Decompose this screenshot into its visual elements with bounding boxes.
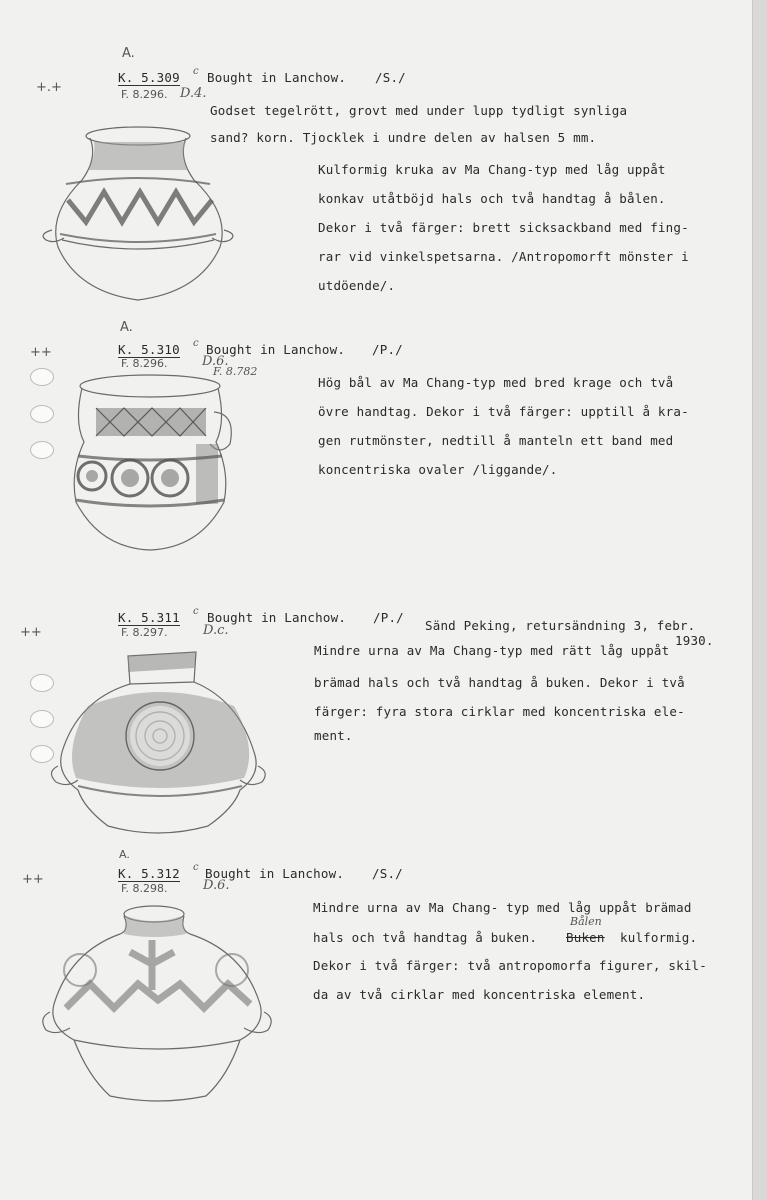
catalog-number: K. 5.311 xyxy=(118,610,180,625)
description-line: utdöende/. xyxy=(318,278,396,293)
class-mark: D.6. xyxy=(202,354,229,369)
margin-mark: ++ xyxy=(30,345,52,360)
pottery-drawing xyxy=(40,900,280,1110)
description-line: rar vid vinkelspetsarna. /Antropomorft mönster i xyxy=(318,249,689,264)
margin-mark: ++ xyxy=(22,872,44,887)
acquisition-source: Bought in Lanchow. xyxy=(207,70,347,85)
description-line: da av två cirklar med koncentriska element. xyxy=(313,987,646,1002)
description-line: Dekor i två färger: två antropomorfa figurer, skil- xyxy=(313,958,708,973)
catalog-number: K. 5.310 xyxy=(118,342,180,357)
description-line: Mindre urna av Ma Chang- typ med låg uppåt brämad xyxy=(313,900,692,915)
description-line: brämad hals och två handtag å buken. Dekor i två xyxy=(314,675,685,690)
class-mark: D.c. xyxy=(203,623,229,638)
description-line: sand? korn. Tjocklek i undre delen av halsen 5 mm. xyxy=(210,130,597,145)
pottery-drawing xyxy=(38,122,238,307)
binder-hole xyxy=(30,368,54,386)
number-mark: c xyxy=(193,338,199,349)
field-number: F. 8.297. xyxy=(121,626,168,639)
field-number: F. 8.296. xyxy=(121,357,168,370)
acquisition-source: Bought in Lanchow. xyxy=(206,342,346,357)
class-mark: D.4. xyxy=(180,86,207,101)
pottery-drawing xyxy=(48,648,273,843)
description-line: kulformig. xyxy=(620,930,698,945)
acquisition-source: Bought in Lanchow. xyxy=(207,610,347,625)
description-line: Godset tegelrött, grovt med under lupp tydligt synliga xyxy=(210,103,628,118)
description-line: hals och två handtag å buken. xyxy=(313,930,538,945)
number-mark: c xyxy=(193,66,199,77)
catalog-number: K. 5.312 xyxy=(118,866,180,881)
description-line: Kulformig kruka av Ma Chang-typ med låg uppåt xyxy=(318,162,666,177)
number-mark: c xyxy=(193,606,199,617)
margin-mark: +.+ xyxy=(36,80,62,95)
entry-prefix: A. xyxy=(122,46,135,61)
struck-word: Buken xyxy=(566,930,605,945)
margin-mark: ++ xyxy=(20,625,42,640)
binder-hole xyxy=(30,405,54,423)
pottery-drawing xyxy=(70,372,245,552)
description-line: övre handtag. Dekor i två färger: upptill å kra- xyxy=(318,404,689,419)
description-line: Hög bål av Ma Chang-typ med bred krage och två xyxy=(318,375,674,390)
class-mark: D.6. xyxy=(203,878,230,893)
extra-field-number: F. 8.782 xyxy=(213,365,258,378)
number-mark: c xyxy=(193,862,199,873)
description-line: Mindre urna av Ma Chang-typ med rätt låg uppåt xyxy=(314,643,670,658)
description-line: gen rutmönster, nedtill å manteln ett band med xyxy=(318,433,674,448)
collector-mark: /P./ xyxy=(372,342,403,357)
catalog-number: K. 5.309 xyxy=(118,70,180,85)
shipment-note: Sänd Peking, retursändning 3, febr. xyxy=(425,618,696,633)
description-line: konkav utåtböjd hals och två handtag å bålen. xyxy=(318,191,666,206)
description-line: ment. xyxy=(314,728,353,743)
description-line: färger: fyra stora cirklar med koncentriska ele- xyxy=(314,704,685,719)
inserted-word: Bålen xyxy=(570,915,602,928)
field-number: F. 8.296. xyxy=(121,88,168,101)
collector-mark: /P./ xyxy=(373,610,404,625)
collector-mark: /S./ xyxy=(372,866,403,881)
acquisition-source: Bought in Lanchow. xyxy=(205,866,345,881)
collector-mark: /S./ xyxy=(375,70,406,85)
description-line: Dekor i två färger: brett sicksackband med fing- xyxy=(318,220,689,235)
entry-prefix: A. xyxy=(119,848,130,861)
entry-prefix: A. xyxy=(120,320,133,335)
binder-hole xyxy=(30,441,54,459)
description-line: koncentriska ovaler /liggande/. xyxy=(318,462,558,477)
shipment-year: 1930. xyxy=(675,633,714,648)
field-number: F. 8.298. xyxy=(121,882,168,895)
